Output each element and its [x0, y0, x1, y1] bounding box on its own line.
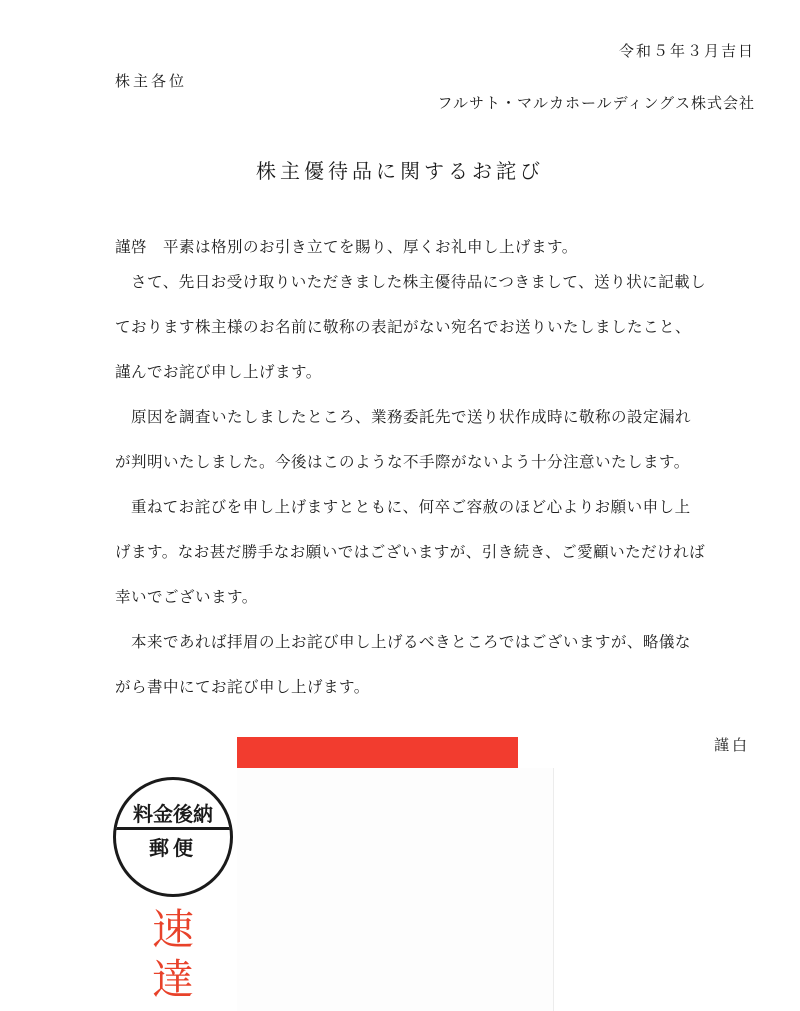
body-line: が判明いたしました。今後はこのような不手際がないよう十分注意いたします。 — [115, 453, 690, 471]
postage-stamp-divider — [116, 827, 230, 830]
closing-word: 謹白 — [713, 736, 750, 754]
body-line: 謹んでお詫び申し上げます。 — [115, 363, 322, 381]
body-line: 重ねてお詫びを申し上げますとともに、何卒ご容赦のほど心よりお願い申し上 — [115, 498, 691, 516]
letter-date: 令和５年３月吉日 — [618, 42, 755, 60]
company-name: フルサト・マルカホールディングス株式会社 — [437, 94, 755, 112]
body-line: 本来であれば拝眉の上お詫び申し上げるべきところではございますが、略儀な — [115, 633, 691, 651]
letter-body — [115, 234, 765, 719]
postage-stamp-line1: 料金後納 — [133, 802, 213, 826]
body-line: げます。なお甚だ勝手なお願いではございますが、引き続き、ご愛顧いただければ — [115, 543, 706, 561]
body-line: がら書中にてお詫び申し上げます。 — [115, 678, 370, 696]
postage-paid-stamp — [113, 777, 233, 897]
letter-title: 株主優待品に関するお詫び — [256, 159, 544, 183]
body-line: 原因を調査いたしましたところ、業務委託先で送り状作成時に敬称の設定漏れ — [115, 408, 692, 426]
envelope-area — [237, 768, 554, 1011]
body-line: 幸いでございます。 — [115, 588, 258, 606]
addressee: 株主各位 — [115, 72, 188, 90]
body-line: ております株主様のお名前に敬称の表記がない宛名でお送りいたしましたこと、 — [115, 318, 692, 336]
postage-stamp-line2: 郵便 — [149, 836, 197, 860]
body-line: さて、先日お受け取りいただきました株主優待品につきまして、送り状に記載し — [115, 273, 707, 291]
redaction-bar — [237, 737, 518, 768]
body-line: 謹啓 平素は格別のお引き立てを賜り、厚くお礼申し上げます。 — [115, 238, 578, 256]
express-mark: 速達 — [151, 905, 194, 1004]
